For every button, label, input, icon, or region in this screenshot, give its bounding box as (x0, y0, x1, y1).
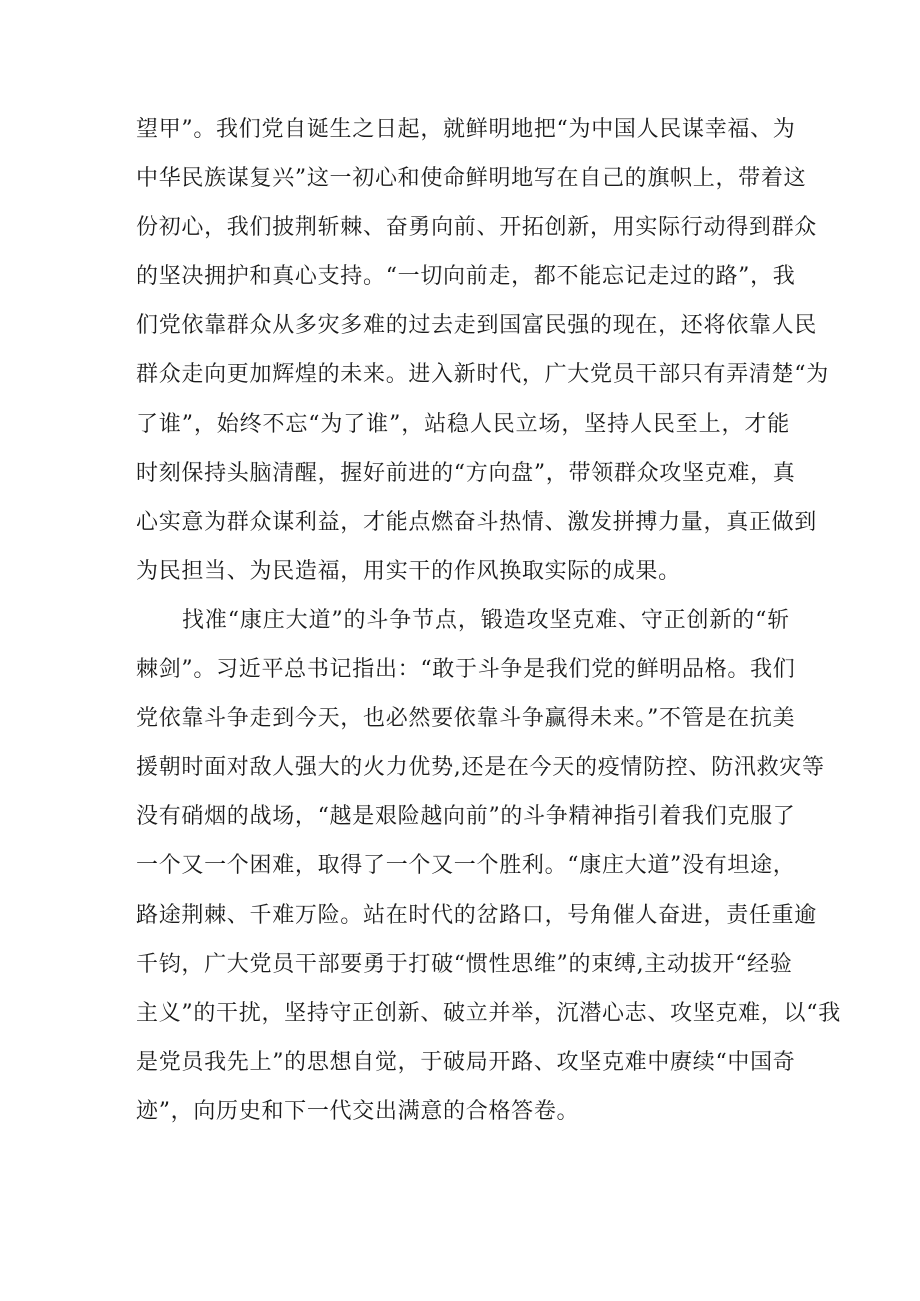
text-line: 心实意为群众谋利益，才能点燃奋斗热情、激发拼搏力量，真正做到 (136, 509, 818, 535)
text-line: 千钧，广大党员干部要勇于打破“惯性思维”的束缚,主动拔开“经验 (136, 951, 793, 977)
body-text (136, 105, 841, 1136)
text-line: 一个又一个困难，取得了一个又一个胜利。“康庄大道”没有坦途， (136, 853, 796, 879)
text-line: 迹”，向历史和下一代交出满意的合格答卷。 (136, 1098, 580, 1124)
text-line: 援朝时面对敌人强大的火力优势,还是在今天的疫情防控、防汛救灾等 (136, 755, 825, 781)
text-line: 找准“康庄大道”的斗争节点，锻造攻坚克难、守正创新的“斩 (182, 607, 790, 633)
text-line: 没有硝烟的战场，“越是艰险越向前”的斗争精神指引着我们克服了 (136, 804, 796, 830)
text-line: 是党员我先上”的思想自觉，于破局开路、攻坚克难中赓续“中国奇 (136, 1049, 796, 1075)
text-line: 望甲”。我们党自诞生之日起，就鲜明地把“为中国人民谋幸福、为 (136, 117, 796, 142)
paragraph-2 (136, 596, 841, 1136)
text-line: 中华民族谋复兴”这一初心和使命鲜明地写在自己的旗帜上，带着这 (136, 166, 807, 192)
text-line: 群众走向更加辉煌的未来。进入新时代，广大党员干部只有弄清楚“为 (136, 362, 829, 388)
text-line: 棘剑”。习近平总书记指出：“敢于斗争是我们党的鲜明品格。我们 (136, 657, 796, 683)
text-line: 份初心，我们披荆斩棘、奋勇向前、开拓创新，用实际行动得到群众 (136, 215, 818, 241)
text-line: 的坚决拥护和真心支持。“一切向前走，都不能忘记走过的路”，我 (136, 264, 796, 290)
text-line: 党依靠斗争走到今天，也必然要依靠斗争赢得未来。”不管是在抗美 (136, 706, 796, 732)
text-line: 了谁”，始终不忘“为了谁”，站稳人民立场，坚持人民至上，才能 (136, 411, 790, 437)
paragraph-1 (136, 105, 829, 596)
text-line: 主义”的干扰，坚持守正创新、破立并举，沉潜心志、攻坚克难，以“我 (136, 1000, 841, 1026)
text-line: 们党依靠群众从多灾多难的过去走到国富民强的现在，还将依靠人民 (136, 313, 818, 339)
text-line: 路途荆棘、千难万险。站在时代的岔路口，号角催人奋进，责任重逾 (136, 902, 818, 928)
text-line: 时刻保持头脑清醒，握好前进的“方向盘”，带领群众攻坚克难，真 (136, 460, 796, 486)
text-line: 为民担当、为民造福，用实干的作风换取实际的成果。 (136, 558, 681, 584)
